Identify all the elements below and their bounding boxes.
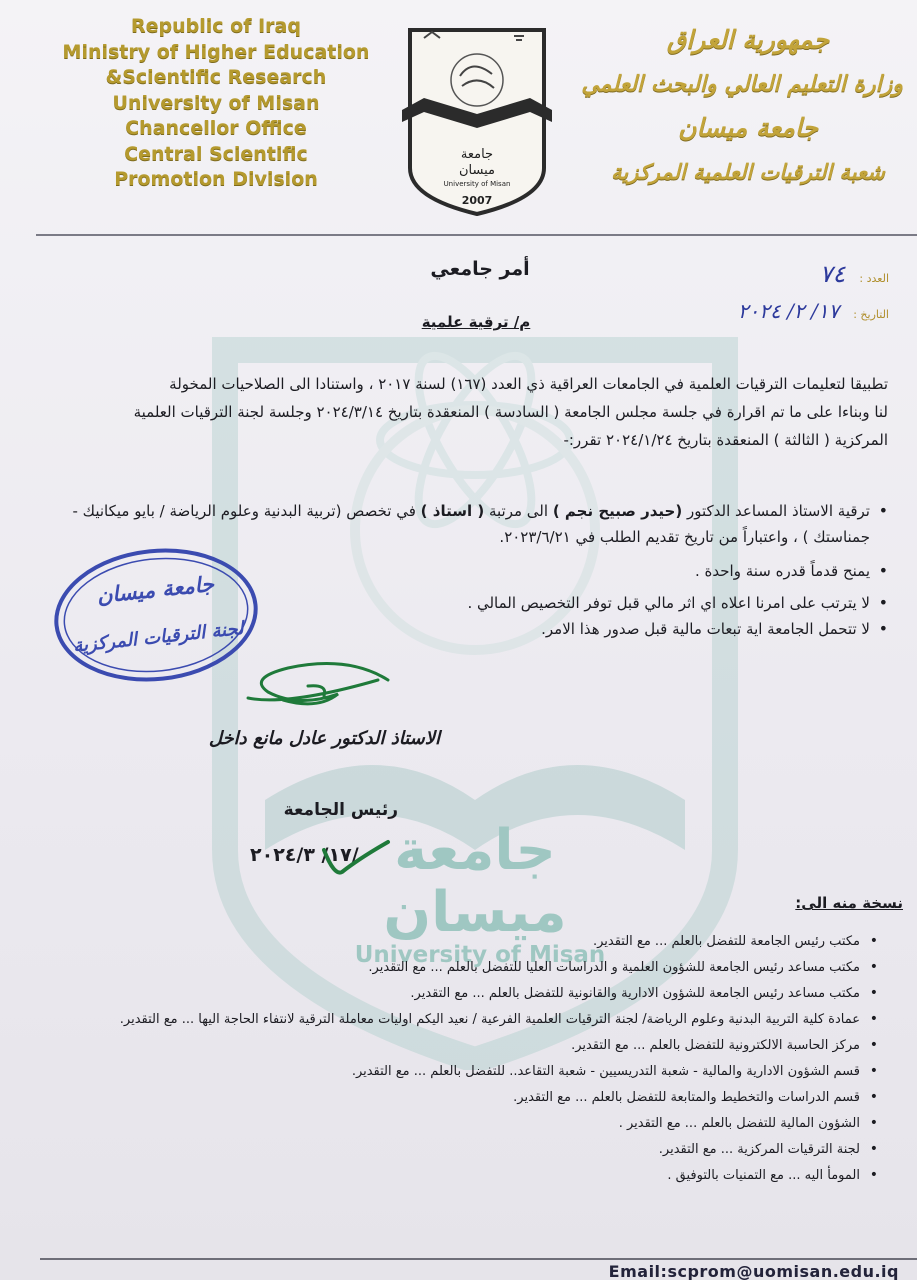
letterhead-en-line: Republic of Iraq (131, 15, 301, 37)
watermark-arabic-name: جامعة ميسان (383, 818, 567, 945)
stamp-bottom-text: لجنة الترقيات المركزية (72, 617, 245, 657)
promotion-middle: الى مرتبة (488, 502, 549, 520)
reference-date-value: ١٧/ ٢/ ٢٠٢٤ (737, 299, 840, 323)
decision-item: • يمنح قدماً قدره سنة واحدة . (40, 558, 888, 584)
intro-paragraph (40, 370, 888, 454)
copy-recipient: • مكتب مساعد رئيس الجامعة للشؤون العلمية و الدراسات العليا للتفضل بالعلم ... مع التقدير. (40, 958, 888, 977)
copies-list (40, 932, 888, 1192)
copy-recipient: • عمادة كلية التربية البدنية وعلوم الرياضة/ لجنة الترقيات العلمية الفرعية / نعيد اليكم اوليات معاملة الترقية لانتفاء الحاجة اليها ... مع التقدير. (40, 1010, 888, 1029)
intro-line: لنا وبناءا على ما تم اقرارة في جلسة مجلس الجامعة ( السادسة ) المنعقدة بتاريخ ٢٠٢٤/٣/١٤ وجلسة لجنة الترقيات العلمية (133, 403, 888, 421)
footer-email: Email:scprom@uomisan.edu.iq (608, 1262, 899, 1280)
document-title: أمر جامعي (430, 258, 530, 280)
copy-recipient: • مكتب مساعد رئيس الجامعة للشؤون الادارية والقانونية للتفضل بالعلم ... مع التقدير. (40, 984, 888, 1003)
reference-number-value: ٧٤ (819, 260, 846, 288)
decision-promotion (40, 498, 888, 550)
reference-date-label: التاريخ : (853, 308, 889, 321)
reference-date-row (679, 295, 889, 331)
letterhead-ar-line: جمهورية العراق (666, 25, 830, 54)
watermark-english-name: University of Misan (354, 942, 606, 968)
letterhead-en-line: Promotion Division (114, 168, 318, 190)
copy-recipient: • مركز الحاسبة الالكترونية للتفضل بالعلم ... مع التقدير. (40, 1036, 888, 1055)
stamp-top-text: جامعة ميسان (95, 570, 216, 609)
letterhead-en-line: Chancellor Office (125, 117, 307, 139)
copy-recipient: • لجنة الترقيات المركزية ... مع التقدير. (40, 1140, 888, 1159)
arabic-letterhead (581, 18, 903, 194)
reference-block (679, 258, 889, 331)
letterhead-en-line: Central Scientific (124, 142, 308, 165)
copy-recipient: • الشؤون المالية للتفضل بالعلم ... مع التقدير . (40, 1114, 888, 1133)
university-logo (402, 18, 552, 218)
svg-text:جامعة: جامعة (460, 147, 494, 162)
document-subject: م/ ترقية علمية (421, 313, 531, 331)
promotion-specialty: في تخصص (تربية البدنية وعلوم الرياضة / بايو ميكانيك - جمناستك ) ، واعتباراً من تاريخ تقديم الطلب في ٢٠٢٣/٦/٢١. (72, 502, 870, 546)
signer-name: الاستاذ الدكتور عادل مانع داخل (208, 728, 440, 749)
copy-recipient: • المومأ اليه ... مع التمنيات بالتوفيق . (40, 1166, 888, 1185)
footer-divider (40, 1258, 917, 1260)
letterhead-en-line: Ministry of Higher Education (62, 40, 370, 63)
letterhead-ar-line: وزارة التعليم العالي والبحث العلمي (581, 71, 903, 97)
svg-text:University of Misan: University of Misan (443, 180, 511, 188)
copy-recipient: • مكتب رئيس الجامعة للتفضل بالعلم ... مع التقدير. (40, 932, 888, 951)
svg-text:2007: 2007 (461, 194, 493, 207)
copies-label: نسخة منه الى: (795, 894, 903, 912)
decision-item: • لا يترتب على امرنا اعلاه اي اثر مالي قبل توفر التخصيص المالي . (40, 590, 888, 616)
copy-recipient: • قسم الشؤون الادارية والمالية - شعبة التدريسيين - شعبة التقاعد.. للتفضل بالعلم ... مع التقدير. (40, 1062, 888, 1081)
svg-text:ميسان: ميسان (459, 163, 495, 178)
signature-date: ١٧/ ٢٠٢٤/٣/ (250, 844, 359, 866)
promotion-rank: ( استاذ ) (420, 502, 485, 520)
letterhead-en-line: University of Misan (112, 91, 320, 114)
letterhead-en-line: &Scientific Research (105, 66, 327, 88)
header-divider (36, 234, 917, 236)
signature-scribble (228, 650, 398, 720)
english-letterhead (40, 14, 392, 193)
letterhead-ar-line: شعبة الترقيات العلمية المركزية (611, 159, 885, 184)
copy-recipient: • قسم الدراسات والتخطيط والمتابعة للتفضل بالعلم ... مع التقدير. (40, 1088, 888, 1107)
promoted-person-name: (حيدر صبيح نجم ) (552, 502, 683, 520)
decision-item: • لا تتحمل الجامعة اية تبعات مالية قبل صدور هذا الامر. (40, 616, 888, 642)
reference-number-row (679, 258, 889, 295)
signer-title: رئيس الجامعة (283, 800, 398, 820)
reference-number-label: العدد : (859, 272, 889, 285)
promotion-before-name: ترقية الاستاذ المساعد الدكتور (686, 502, 870, 520)
letterhead-ar-line: جامعة ميسان (678, 113, 818, 142)
approval-checkmark (320, 838, 392, 878)
intro-line: المركزية ( الثالثة ) المنعقدة بتاريخ ٢٠٢٤/١/٢٤ تقرر:- (563, 431, 888, 449)
intro-line: تطبيقا لتعليمات الترقيات العلمية في الجامعات العراقية ذي العدد (١٦٧) لسنة ٢٠١٧ ، واستنادا الى الصلاحيات المخولة (169, 375, 888, 393)
